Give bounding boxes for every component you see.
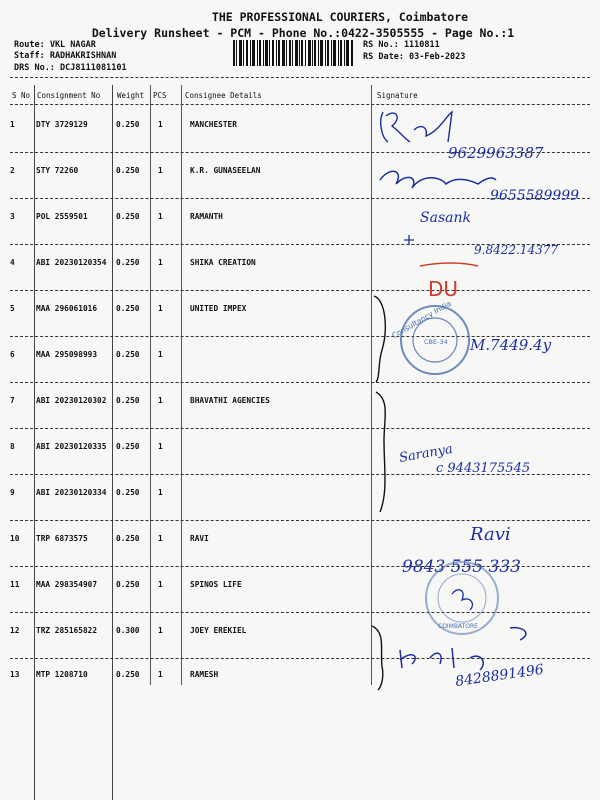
handwritten-signature: Saranya xyxy=(398,441,454,466)
row-sno: 4 xyxy=(10,258,15,267)
row-pcs: 1 xyxy=(158,304,163,313)
row-divider xyxy=(10,474,590,475)
row-pcs: 1 xyxy=(158,166,163,175)
row-consignment: MAA 295098993 xyxy=(36,350,98,359)
column-divider xyxy=(150,85,151,685)
stamp-text: COIMBATORE xyxy=(438,623,478,630)
bracket-mark xyxy=(374,296,385,382)
row-pcs: 1 xyxy=(158,396,163,405)
handwritten-phone: M.7449.4y xyxy=(470,336,552,354)
column-divider xyxy=(112,85,113,800)
row-pcs: 1 xyxy=(158,626,163,635)
row-weight: 0.250 xyxy=(116,258,140,267)
row-consignment: POL 2559501 xyxy=(36,212,88,221)
row-sno: 12 xyxy=(10,626,20,635)
column-divider xyxy=(34,85,35,800)
row-sno: 3 xyxy=(10,212,15,221)
row-pcs: 1 xyxy=(158,488,163,497)
row-pcs: 1 xyxy=(158,212,163,221)
row-sno: 10 xyxy=(10,534,20,543)
row-pcs: 1 xyxy=(158,670,163,679)
row-divider xyxy=(10,382,590,383)
col-header-sno: S No xyxy=(12,91,31,100)
row-sno: 8 xyxy=(10,442,15,451)
handwritten-signature: Sasank xyxy=(420,210,471,226)
handwritten-signature xyxy=(452,590,472,610)
column-divider xyxy=(371,85,372,685)
row-consignment: TRP 6873575 xyxy=(36,534,88,543)
row-sno: 5 xyxy=(10,304,15,313)
drs-number: DRS No.: DCJ8111081101 xyxy=(14,63,127,73)
col-header-signature: Signature xyxy=(377,91,418,100)
row-consignment: STY 72260 xyxy=(36,166,79,175)
row-pcs: 1 xyxy=(158,442,163,451)
col-header-weight: Weight xyxy=(117,91,145,100)
handwritten-signature xyxy=(400,628,526,670)
row-sno: 2 xyxy=(10,166,15,175)
row-weight: 0.250 xyxy=(116,442,140,451)
col-header-consignee: Consignee Details xyxy=(185,91,262,100)
handwritten-phone: 9843 555 333 xyxy=(402,557,521,577)
row-sno: 9 xyxy=(10,488,15,497)
row-weight: 0.250 xyxy=(116,396,140,405)
row-divider xyxy=(10,244,590,245)
row-consignment: ABI 20230120335 xyxy=(36,442,107,451)
row-weight: 0.250 xyxy=(116,580,140,589)
row-consignee: UNITED IMPEX xyxy=(190,304,247,313)
handwritten-phone: 9629963387 xyxy=(448,144,544,162)
row-divider xyxy=(10,290,590,291)
row-divider xyxy=(10,612,590,613)
row-divider xyxy=(10,658,590,659)
row-divider xyxy=(10,428,590,429)
rs-date: RS Date: 03-Feb-2023 xyxy=(363,52,466,62)
row-consignment: ABI 20230120354 xyxy=(36,258,107,267)
row-pcs: 1 xyxy=(158,258,163,267)
row-weight: 0.250 xyxy=(116,304,140,313)
row-sno: 6 xyxy=(10,350,15,359)
column-header-divider xyxy=(10,104,590,105)
row-sno: 13 xyxy=(10,670,20,679)
company-stamp xyxy=(426,562,498,634)
row-sno: 7 xyxy=(10,396,15,405)
row-consignment: MTP 1208710 xyxy=(36,670,88,679)
red-ink-mark xyxy=(420,263,478,266)
row-consignee: SPINOS LIFE xyxy=(190,580,242,589)
row-divider xyxy=(10,520,590,521)
handwritten-phone: 9655589999 xyxy=(490,188,580,204)
route-label: Route: VKL NAGAR xyxy=(14,40,96,50)
row-consignee: RAMESH xyxy=(190,670,219,679)
row-consignee: MANCHESTER xyxy=(190,120,237,129)
row-weight: 0.250 xyxy=(116,212,140,221)
row-consignee: RAVI xyxy=(190,534,209,543)
bracket-mark xyxy=(376,392,385,512)
rs-number: RS No.: 1110811 xyxy=(363,40,440,50)
handwritten-signature: Ravi xyxy=(470,524,511,545)
stamp-text: Consultancy India xyxy=(390,298,453,341)
column-divider xyxy=(181,85,182,685)
row-divider xyxy=(10,152,590,153)
row-weight: 0.250 xyxy=(116,488,140,497)
row-consignment: ABI 20230120334 xyxy=(36,488,107,497)
row-divider xyxy=(10,566,590,567)
document-title: THE PROFESSIONAL COURIERS, Coimbatore xyxy=(211,10,469,24)
row-consignee: BHAVATHI AGENCIES xyxy=(190,396,270,405)
row-weight: 0.250 xyxy=(116,120,140,129)
col-header-pcs: PCS xyxy=(153,91,167,100)
row-consignee: SHIKA CREATION xyxy=(190,258,256,267)
row-consignment: ABI 20230120302 xyxy=(36,396,107,405)
row-consignment: DTY 3729129 xyxy=(36,120,88,129)
row-consignee: JOEY EREKIEL xyxy=(190,626,247,635)
row-divider xyxy=(10,336,590,337)
staff-label: Staff: RADHAKRISHNAN xyxy=(14,51,117,61)
row-weight: 0.300 xyxy=(116,626,140,635)
row-consignee: RAMANTH xyxy=(190,212,223,221)
row-weight: 0.250 xyxy=(116,166,140,175)
row-consignee: K.R. GUNASEELAN xyxy=(190,166,261,175)
row-pcs: 1 xyxy=(158,580,163,589)
barcode-image xyxy=(233,40,353,66)
header-divider xyxy=(10,77,590,78)
document-subtitle: Delivery Runsheet - PCM - Phone No.:0422-3505555 - Page No.:1 xyxy=(91,26,515,40)
handwritten-phone: 8428891496 xyxy=(454,661,545,690)
row-pcs: 1 xyxy=(158,534,163,543)
row-sno: 1 xyxy=(10,120,15,129)
row-consignment: MAA 298354907 xyxy=(36,580,98,589)
row-weight: 0.250 xyxy=(116,670,140,679)
handwritten-mark: DU xyxy=(428,277,459,301)
handwritten-phone: c 9443175545 xyxy=(436,461,531,476)
handwritten-phone: 9.8422.14377 xyxy=(474,243,558,257)
col-header-consignment: Consignment No xyxy=(37,91,101,100)
stamp-text: CBE-34 xyxy=(424,338,448,346)
handwritten-signature xyxy=(380,171,496,188)
handwritten-signature xyxy=(381,112,452,142)
row-weight: 0.250 xyxy=(116,534,140,543)
row-pcs: 1 xyxy=(158,120,163,129)
row-pcs: 1 xyxy=(158,350,163,359)
row-sno: 11 xyxy=(10,580,20,589)
row-divider xyxy=(10,198,590,199)
row-consignment: MAA 296061016 xyxy=(36,304,98,313)
row-consignment: TRZ 285165822 xyxy=(36,626,98,635)
row-weight: 0.250 xyxy=(116,350,140,359)
